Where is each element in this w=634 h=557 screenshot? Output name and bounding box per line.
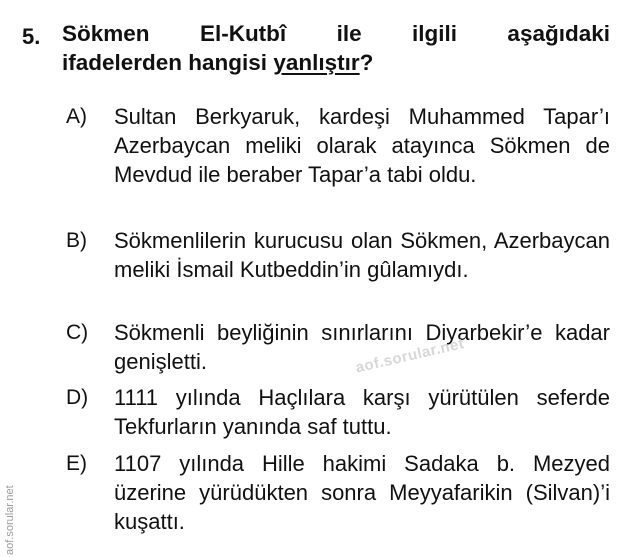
option-a-text: Sultan Berkyaruk, kardeşi Muhammed Tapar’ı Azerbaycan meliki olarak atayınca Sökmen de Mevdud ile beraber Tapar’a tabi oldu.	[114, 104, 610, 187]
option-b-text: Sökmenlilerin kurucusu olan Sökmen, Azerbaycan meliki İsmail Kutbeddin’in gûlamıydı.	[114, 228, 610, 282]
option-d-letter: D)	[66, 386, 89, 409]
option-c-letter: C)	[66, 321, 89, 344]
option-b-letter: B)	[66, 229, 87, 252]
side-watermark: aof.sorular.net	[4, 485, 16, 555]
center-watermark: aof.sorular.net	[354, 335, 466, 377]
option-e-text: 1107 yılında Hille hakimi Sadaka b. Mezyed üzerine yürüdükten sonra Meyyafarikin (Silvan)’i kuşattı.	[114, 451, 610, 534]
question-number: 5.	[22, 24, 41, 49]
option-c-text: Sökmenli beyliğinin sınırlarını Diyarbekir’e kadar genişletti.	[114, 320, 610, 374]
option-a-letter: A)	[66, 105, 87, 128]
question-stem	[62, 19, 610, 77]
question-stem-line1: Sökmen El-Kutbî ile ilgili aşağıdaki	[62, 21, 610, 46]
option-d-text: 1111 yılında Haçlılara karşı yürütülen seferde Tekfurların yanında saf tuttu.	[114, 385, 610, 439]
option-e-letter: E)	[66, 452, 87, 475]
question-stem-line2-prefix: ifadelerden hangisi	[62, 50, 274, 75]
question-stem-mark: ?	[359, 50, 374, 75]
question-stem-negation: yanlıştır	[273, 50, 360, 75]
